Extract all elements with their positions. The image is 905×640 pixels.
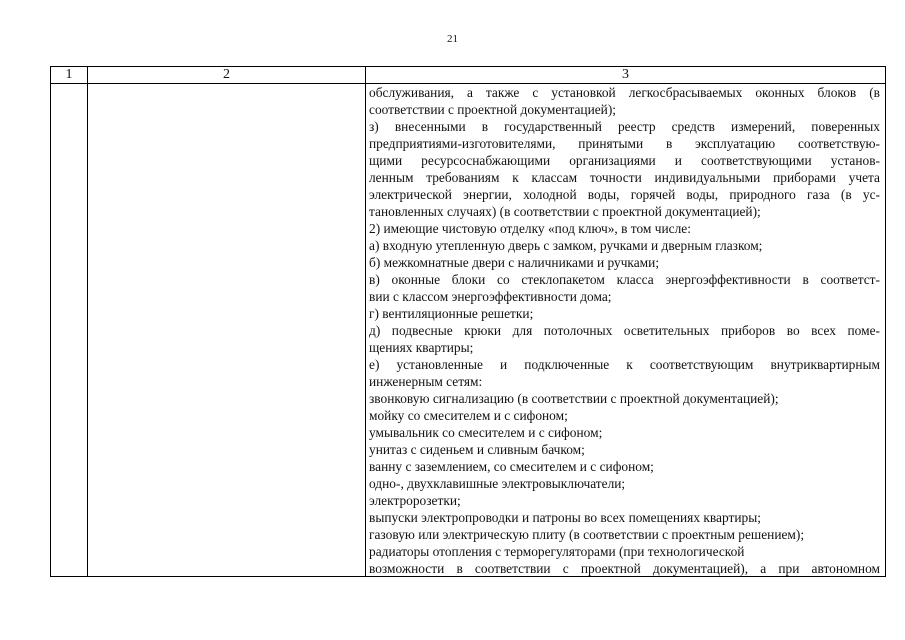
text-line: обслуживания, а также с установкой легкосбрасываемых оконных блоков (в — [369, 85, 880, 100]
text-line: электрической энергии, холодной воды, горячей воды, природного газа (в ус- — [369, 187, 880, 202]
text-line: возможности в соответствии с проектной документацией), а при автономном — [369, 561, 880, 576]
text-line: выпуски электропроводки и патроны во всех помещениях квартиры; — [369, 510, 761, 525]
text-line: инженерным сетям: — [369, 374, 483, 389]
table-column-1 — [51, 67, 88, 576]
text-line: соответствии с проектной документацией); — [369, 102, 617, 117]
text-line: унитаз с сиденьем и сливным бачком; — [369, 442, 585, 457]
text-line: щениях квартиры; — [369, 340, 474, 355]
text-line: мойку со смесителем и с сифоном; — [369, 408, 568, 423]
table-column-3 — [366, 67, 885, 576]
text-line: вии с классом энергоэффективности дома; — [369, 289, 612, 304]
text-line: одно-, двухклавишные электровыключатели; — [369, 476, 626, 491]
column-header-2: 2 — [88, 67, 365, 84]
text-line: б) межкомнатные двери с наличниками и ручками; — [369, 255, 660, 270]
text-line: г) вентиляционные решетки; — [369, 306, 534, 321]
column-3-text — [369, 84, 880, 577]
page-number: 21 — [447, 33, 458, 45]
text-line: звонковую сигнализацию (в соответствии с проектной документацией); — [369, 391, 779, 406]
text-line: электророзетки; — [369, 493, 461, 508]
text-line: 2) имеющие чистовую отделку «под ключ», в том числе: — [369, 221, 691, 236]
text-line: тановленных случаях) (в соответствии с проектной документацией); — [369, 204, 761, 219]
text-line: е) установленные и подключенные к соответствующим внутриквартирным — [369, 357, 880, 372]
text-line: предприятиями-изготовителями, принятыми в эксплуатацию соответствую- — [369, 136, 880, 151]
text-line: д) подвесные крюки для потолочных осветительных приборов во всех поме- — [369, 323, 880, 338]
text-line: газовую или электрическую плиту (в соответствии с проектным решением); — [369, 527, 805, 542]
text-line: з) внесенными в государственный реестр средств измерений, поверенных — [369, 119, 880, 134]
text-line: а) входную утепленную дверь с замком, ручками и дверным глазком; — [369, 238, 763, 253]
document-table — [50, 66, 886, 577]
text-line: щими ресурсоснабжающими организациями и соответствующими установ- — [369, 153, 880, 168]
column-header-3: 3 — [366, 67, 885, 84]
text-line: ленным требованиям к классам точности индивидуальными приборами учета — [369, 170, 880, 185]
text-line: в) оконные блоки со стеклопакетом класса энергоэффективности в соответст- — [369, 272, 880, 287]
text-line: ванну с заземлением, со смесителем и с сифоном; — [369, 459, 654, 474]
text-line: умывальник со смесителем и с сифоном; — [369, 425, 603, 440]
text-line: радиаторы отопления с терморегуляторами (при технологической — [369, 544, 745, 559]
table-column-2 — [88, 67, 366, 576]
column-header-1: 1 — [51, 67, 87, 84]
